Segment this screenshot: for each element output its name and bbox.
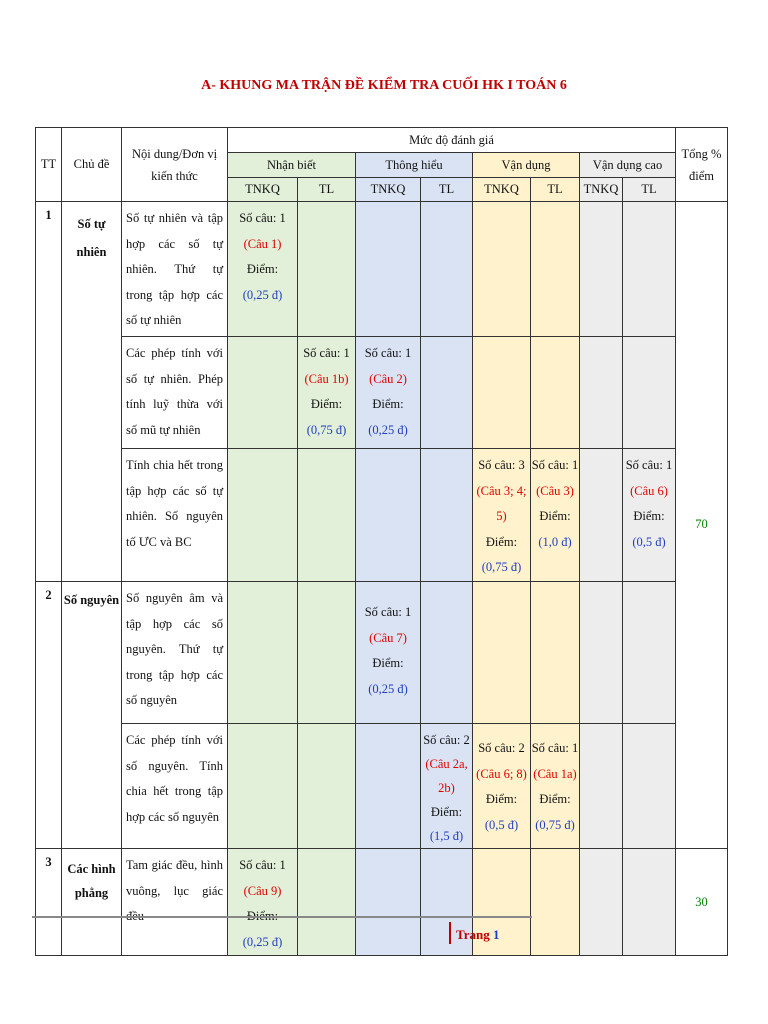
empty-cell <box>580 723 623 848</box>
total-percent: 30 <box>676 848 728 955</box>
empty-cell <box>473 336 531 448</box>
count-line <box>228 206 297 232</box>
score-value: (0,75 đ) <box>481 560 522 575</box>
empty-cell <box>623 336 676 448</box>
empty-cell <box>623 848 676 955</box>
question-ref: (Câu 1b) <box>304 371 349 386</box>
score-value: (0,75 đ) <box>535 817 575 832</box>
empty-cell <box>473 581 531 723</box>
score-label: Điểm: <box>485 792 518 807</box>
empty-cell <box>580 448 623 581</box>
count-value: 1 <box>405 604 412 619</box>
empty-cell <box>580 848 623 955</box>
header-level-application: Vận dụng <box>473 153 580 178</box>
empty-cell <box>356 448 421 581</box>
question-ref: (Câu 2) <box>369 371 407 386</box>
count-line <box>623 453 675 479</box>
header-total: Tổng % điểm <box>676 128 728 202</box>
table-row <box>36 448 728 581</box>
count-label: Số câu: <box>303 345 341 360</box>
question-cell <box>531 448 580 581</box>
count-value: 3 <box>518 457 525 472</box>
count-line <box>421 728 472 752</box>
table-row <box>36 202 728 337</box>
count-label: Số câu: <box>478 457 516 472</box>
count-label: Số câu: <box>239 211 277 225</box>
count-line <box>531 736 579 762</box>
table-row <box>36 581 728 723</box>
question-cell <box>473 448 531 581</box>
count-line <box>531 453 579 479</box>
score-value: (0,25 đ) <box>368 681 408 696</box>
empty-cell <box>298 723 356 848</box>
empty-cell <box>228 581 298 723</box>
row-number: 3 <box>36 848 62 955</box>
empty-cell <box>623 723 676 848</box>
question-ref: (Câu 1) <box>243 236 282 251</box>
empty-cell <box>298 581 356 723</box>
question-cell <box>356 336 421 448</box>
empty-cell <box>531 202 580 337</box>
empty-cell <box>298 848 356 955</box>
row-number: 1 <box>36 202 62 582</box>
header-sub: TNKQ <box>356 178 421 202</box>
empty-cell <box>531 336 580 448</box>
empty-cell <box>580 336 623 448</box>
score-label: Điểm: <box>246 262 279 277</box>
header-tt: TT <box>36 128 62 202</box>
empty-cell <box>473 202 531 337</box>
count-line <box>356 600 420 626</box>
score-value: (0,25 đ) <box>242 934 283 949</box>
score-label: Điểm: <box>633 509 665 524</box>
content-cell: Tam giác đều, hình vuông, lục giác đều <box>122 848 228 955</box>
count-label: Số câu: <box>531 457 569 472</box>
score-value: (0,5 đ) <box>632 534 666 549</box>
table-row <box>36 723 728 848</box>
question-ref: (Câu 7) <box>369 630 407 645</box>
empty-cell <box>580 202 623 337</box>
content-cell: Số tự nhiên và tập hợp các số tự nhiên. Thứ tự trong tập hợp các số tự nhiên <box>122 202 228 337</box>
empty-cell <box>531 581 580 723</box>
header-topic: Chủ đề <box>62 128 122 202</box>
header-level-advanced: Vận dụng cao <box>580 153 676 178</box>
score-label: Điểm: <box>539 509 571 524</box>
score-label: Điểm: <box>539 792 571 807</box>
empty-cell <box>421 336 473 448</box>
page-title: A- KHUNG MA TRẬN ĐỀ KIỂM TRA CUỐI HK I TOÁN 6 <box>201 78 567 93</box>
content-cell: Số nguyên âm và tập hợp các số nguyên. Thứ tự trong tập hợp các số nguyên <box>122 581 228 723</box>
score-label: Điểm: <box>372 397 404 412</box>
empty-cell <box>580 581 623 723</box>
count-line <box>228 853 297 879</box>
table-row <box>36 336 728 448</box>
count-value: 2 <box>518 740 525 755</box>
count-value: 1 <box>405 345 412 360</box>
topic-cell: Số tự nhiên <box>62 202 122 582</box>
score-label: Điểm: <box>485 534 518 549</box>
empty-cell <box>421 202 473 337</box>
question-ref: (Câu 9) <box>243 883 282 898</box>
empty-cell <box>298 202 356 337</box>
question-ref: (Câu 6) <box>630 483 668 498</box>
total-percent: 70 <box>676 202 728 849</box>
header-sub: TNKQ <box>228 178 298 202</box>
empty-cell <box>421 448 473 581</box>
empty-cell <box>228 448 298 581</box>
score-value: (0,25 đ) <box>368 422 408 437</box>
count-value: 1 <box>666 457 673 472</box>
content-cell: Các phép tính với số nguyên. Tính chia hết trong tập hợp các số nguyên <box>122 723 228 848</box>
score-label: Điểm: <box>372 656 404 671</box>
question-ref: (Câu 3) <box>536 483 574 498</box>
question-cell <box>298 336 356 448</box>
count-line <box>298 341 355 367</box>
score-label: Điểm: <box>310 397 343 412</box>
header-level: Mức độ đánh giá <box>228 128 676 153</box>
question-cell <box>473 723 531 848</box>
count-value: 1 <box>279 857 286 872</box>
header-level-understanding: Thông hiểu <box>356 153 473 178</box>
score-value: (0,5 đ) <box>484 817 519 832</box>
question-ref: (Câu 2a, 2b) <box>425 756 468 795</box>
empty-cell <box>356 723 421 848</box>
count-value: 1 <box>572 457 579 472</box>
header-sub: TNKQ <box>473 178 531 202</box>
count-label: Số câu: <box>478 740 516 755</box>
count-line <box>473 736 530 762</box>
count-line <box>356 341 420 367</box>
count-label: Số câu: <box>364 345 402 360</box>
score-label: Điểm: <box>246 909 279 924</box>
count-label: Số câu: <box>423 732 461 747</box>
empty-cell <box>623 202 676 337</box>
question-cell <box>356 581 421 723</box>
assessment-matrix-table <box>35 127 728 956</box>
question-cell <box>531 723 580 848</box>
count-label: Số câu: <box>239 857 277 872</box>
content-cell: Các phép tính với số tự nhiên. Phép tính luỹ thừa với số mũ tự nhiên <box>122 336 228 448</box>
table-row <box>36 848 728 955</box>
count-label: Số câu: <box>531 740 569 755</box>
header-sub: TNKQ <box>580 178 623 202</box>
count-label: Số câu: <box>625 457 663 472</box>
header-sub: TL <box>298 178 356 202</box>
question-cell <box>228 202 298 337</box>
score-value: (1,0 đ) <box>538 534 572 549</box>
topic-cell: Số nguyên <box>62 581 122 848</box>
count-value: 1 <box>343 345 350 360</box>
empty-cell <box>228 336 298 448</box>
page-label: Trang <box>456 927 490 942</box>
count-value: 2 <box>463 732 470 747</box>
question-cell <box>421 723 473 848</box>
question-ref: (Câu 6; 8) <box>476 766 527 781</box>
empty-cell <box>421 581 473 723</box>
header-sub: TL <box>623 178 676 202</box>
question-ref: (Câu 3; 4; 5) <box>476 483 527 524</box>
question-ref: (Câu 1a) <box>533 766 577 781</box>
count-value: 1 <box>572 740 579 755</box>
count-line <box>473 453 530 479</box>
count-value: 1 <box>279 211 286 225</box>
page-number: 1 <box>492 927 500 942</box>
score-value: (0,75 đ) <box>306 422 347 437</box>
content-cell: Tính chia hết trong tập hợp các số tự nhiên. Số nguyên tố ƯC và BC <box>122 448 228 581</box>
empty-cell <box>228 723 298 848</box>
score-value: (1,5 đ) <box>429 828 464 843</box>
header-level-recognition: Nhận biết <box>228 153 356 178</box>
empty-cell <box>356 202 421 337</box>
score-value: (0,25 đ) <box>242 287 283 302</box>
count-label: Số câu: <box>364 604 402 619</box>
empty-cell <box>623 581 676 723</box>
footer-divider <box>32 916 532 918</box>
header-sub: TL <box>531 178 580 202</box>
question-cell <box>623 448 676 581</box>
score-label: Điểm: <box>430 804 463 819</box>
empty-cell <box>531 848 580 955</box>
topic-cell: Các hình phẳng <box>62 848 122 955</box>
header-content: Nội dung/Đơn vị kiến thức <box>122 128 228 202</box>
page-footer <box>448 927 499 943</box>
empty-cell <box>298 448 356 581</box>
question-cell <box>228 848 298 955</box>
header-sub: TL <box>421 178 473 202</box>
empty-cell <box>356 848 421 955</box>
row-number: 2 <box>36 581 62 848</box>
